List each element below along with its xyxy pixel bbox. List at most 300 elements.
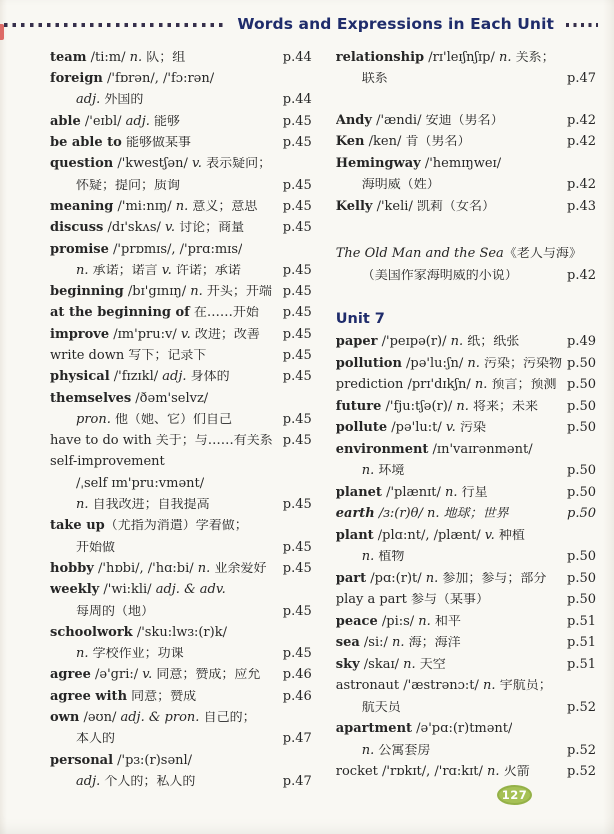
entry-segment: v. [180, 327, 191, 342]
page-ref: p.52 [567, 742, 596, 758]
entry-segment: 自己的； [199, 711, 256, 725]
entry-segment: /'pɜ:(r)sənl/ [113, 753, 193, 768]
entry-text [336, 400, 538, 414]
page-ref: p.51 [567, 635, 596, 651]
page-ref: p.47 [282, 773, 312, 789]
entry-segment: （美国作家海明威的小说） [361, 268, 518, 283]
entry-segment: write down 写下；记录下 [50, 348, 207, 363]
page-ref: p.42 [567, 177, 596, 193]
entry-text [362, 744, 431, 758]
entry-segment: n. [197, 561, 211, 576]
entry-segment: 身体的 [186, 370, 230, 384]
entry-segment: 自我改进；自我提高 [88, 498, 210, 512]
entry-line [50, 217, 312, 238]
entry-segment: /'fɒrən/, /'fɔ:rən/ [102, 72, 215, 86]
entry-segment: /'fɪzɪkl/ [109, 370, 163, 384]
entry-text [50, 136, 191, 150]
page-ref: p.45 [282, 646, 312, 662]
page-header [4, 13, 598, 35]
entry-text [336, 157, 501, 171]
page-ref: p.45 [282, 177, 312, 193]
entry-line [50, 601, 312, 622]
headword: sea [335, 636, 360, 651]
entry-text [50, 392, 208, 406]
entry-segment: adj. [125, 114, 150, 129]
entry-segment: 种植 [494, 528, 525, 543]
headword: peace [335, 614, 378, 629]
entry-line [50, 132, 312, 153]
entry-line [336, 332, 596, 354]
entry-segment: 承诺；诺言 [88, 263, 162, 278]
entry-segment: n. [76, 263, 89, 278]
page-ref: p.50 [567, 570, 596, 586]
page-ref: p.50 [567, 506, 596, 522]
page-ref: p.50 [567, 420, 596, 436]
entry-text [50, 434, 273, 448]
entry-segment: v. [445, 421, 456, 436]
headword: take up [50, 519, 105, 533]
page-ref: p.45 [282, 262, 312, 278]
page-ref: p.45 [282, 433, 312, 449]
entry-segment: /'keli/ 凯莉（女名） [372, 199, 495, 214]
entry-text [50, 626, 227, 640]
entry-text [50, 690, 196, 704]
headword: plant [335, 528, 374, 543]
entry-text [50, 328, 260, 342]
entry-text [76, 93, 143, 107]
headword: relationship [335, 50, 425, 65]
entry-segment: 天空 [415, 657, 446, 672]
entry-line [336, 47, 596, 69]
entry-segment: /əʊn/ [79, 711, 121, 725]
entry-segment: /'peɪpə(r)/ [377, 335, 451, 350]
entry-text [336, 357, 562, 371]
entry-segment: adj. [162, 370, 187, 384]
entry-line [50, 430, 312, 451]
entry-segment: /'fju:tʃə(r)/ [381, 399, 457, 414]
headword: paper [335, 335, 378, 350]
entry-text [76, 605, 154, 619]
entry-text [50, 200, 257, 214]
page-ref: p.45 [282, 539, 312, 555]
page-ref: p.45 [282, 369, 312, 385]
entry-line [336, 547, 596, 569]
entry-text [50, 157, 271, 171]
entry-line [336, 633, 596, 655]
page-number-badge: 127 [497, 785, 532, 805]
entry-line [336, 110, 596, 132]
headword: be able to [50, 136, 122, 150]
page-ref: p.45 [282, 135, 312, 151]
entry-segment: n. [361, 743, 375, 758]
entry-text [50, 115, 180, 129]
entry-text [336, 378, 557, 392]
entry-segment: v. [484, 528, 495, 543]
entry-segment: /dɪ'skʌs/ [103, 221, 166, 235]
entry-text [336, 572, 547, 586]
entry-line [50, 643, 312, 664]
headword: Hemingway [335, 156, 421, 171]
entry-segment: /'eɪbl/ [80, 114, 126, 129]
entry-segment: 每周的（地） [76, 604, 155, 619]
page-ref: p.42 [567, 134, 596, 150]
entry-line [336, 568, 596, 590]
entry-line [50, 537, 312, 558]
entry-text [336, 335, 520, 349]
page-ref: p.45 [282, 326, 312, 342]
entry-line [50, 558, 312, 579]
entry-segment: /'hɒbi/, /'hɑ:bi/ [93, 561, 198, 576]
entry-segment: 纸；纸张 [463, 335, 520, 350]
entry-segment: 改进；改善 [190, 327, 260, 342]
entry-line [336, 439, 596, 461]
entry-segment: 同意；赞成 [127, 689, 197, 704]
entry-line [336, 153, 596, 175]
entry-segment: adj. & pron. [120, 711, 200, 725]
entry-line [336, 676, 596, 698]
entry-segment: 将来；未来 [468, 399, 539, 414]
entry-line [336, 525, 596, 547]
headword: question [50, 157, 114, 171]
entry-segment: /'sku:lwɜ:(r)k/ [132, 625, 227, 640]
entry-line [50, 239, 312, 260]
entry-text [50, 455, 165, 469]
entry-line [50, 409, 312, 430]
page-ref: p.46 [282, 667, 312, 683]
entry-segment: n. [474, 378, 488, 393]
entry-text [50, 519, 248, 533]
entry-text [50, 306, 259, 320]
entry-segment: 污染；污染物 [479, 356, 562, 371]
entry-line [50, 90, 312, 111]
headword: Andy [335, 113, 372, 128]
entry-segment: adj. [76, 774, 101, 789]
page-ref: p.50 [567, 463, 596, 479]
entry-segment: v. [142, 668, 153, 683]
entry-line [50, 281, 312, 302]
entry-line [336, 175, 596, 197]
right-column [336, 47, 596, 792]
entry-line [336, 132, 596, 154]
entry-segment: adj. [76, 93, 101, 108]
entry-text [76, 541, 115, 555]
entry-text [50, 221, 244, 235]
headword: able [50, 114, 81, 129]
page-title: Words and Expressions in Each Unit [237, 15, 554, 33]
headword: part [335, 571, 367, 586]
entry-segment: /'kwestʃən/ [113, 157, 192, 171]
entry-line [50, 494, 312, 515]
column-gap [336, 90, 596, 110]
headword: personal [50, 753, 114, 768]
headword: Ken [335, 135, 365, 150]
entry-segment: 宇航员； [495, 679, 552, 694]
left-column [50, 47, 312, 792]
entry-line [50, 579, 312, 600]
entry-segment: n. [467, 356, 480, 371]
entry-text [336, 615, 461, 629]
entry-segment: prediction /prɪ'dɪkʃn/ [335, 378, 475, 393]
entry-segment: 海明威（姓） [361, 178, 440, 193]
page-ref: p.50 [567, 592, 596, 608]
entry-segment: /ðəm'selvz/ [131, 391, 209, 406]
headword: beginning [50, 285, 124, 299]
entry-text [362, 701, 401, 715]
entry-segment: n. [361, 464, 375, 479]
left-edge-red-mark [0, 24, 4, 40]
entry-line [50, 452, 312, 473]
headword: environment [335, 442, 429, 457]
entry-line [50, 47, 312, 68]
entry-segment: /pi:s/ [377, 614, 419, 629]
entry-segment: 《老人与海》 [503, 247, 582, 262]
entry-segment: /si:/ [359, 636, 392, 651]
entry-segment: 植物 [374, 550, 405, 565]
headword: own [50, 711, 80, 725]
entry-text [50, 370, 230, 384]
entry-segment: /ɪm'pru:v/ [109, 327, 181, 342]
entry-line [336, 697, 596, 719]
entry-segment: n. [361, 550, 375, 565]
dotted-leader-line [4, 23, 225, 27]
entry-text [50, 668, 260, 682]
entry-line [336, 353, 596, 375]
entry-text [76, 179, 180, 193]
unit-heading: Unit 7 [335, 311, 385, 328]
entry-text [336, 443, 533, 457]
entry-segment: 许诺；承诺 [171, 263, 241, 278]
entry-segment: pron. [76, 412, 111, 427]
page-ref: p.45 [282, 560, 312, 576]
entry-line [50, 665, 312, 686]
entry-line [50, 729, 312, 750]
entry-segment: n. [403, 657, 416, 672]
entry-segment: 预言；预测 [487, 378, 557, 393]
headword: Kelly [335, 199, 373, 214]
entry-segment: /ti:m/ [86, 50, 130, 65]
entry-segment: n. [76, 498, 89, 512]
page-ref: p.45 [282, 305, 312, 321]
headword: pollution [335, 356, 402, 371]
entry-line [336, 762, 596, 784]
entry-segment: 航天员 [361, 700, 401, 715]
entry-segment: n. [76, 647, 89, 661]
page-ref: p.45 [282, 220, 312, 236]
entry-text [76, 775, 195, 789]
page-ref: p.42 [567, 112, 596, 128]
entry-segment: astronaut /'æstrənɔ:t/ [335, 679, 484, 694]
entry-line [50, 516, 312, 537]
page-ref: p.43 [567, 198, 596, 214]
entry-text [76, 264, 241, 278]
entry-line [336, 396, 596, 418]
entry-line [50, 388, 312, 409]
vocabulary-columns [50, 47, 596, 792]
column-gap [336, 218, 596, 244]
entry-segment: 表示疑问； [201, 157, 272, 171]
page-ref: p.45 [282, 113, 312, 129]
page-ref: p.51 [567, 613, 596, 629]
entry-segment: self-improvement [50, 455, 165, 470]
entry-segment: 意义；意思 [188, 199, 258, 214]
page-ref: p.42 [567, 267, 596, 283]
entry-line [50, 750, 312, 771]
page-ref: p.44 [282, 49, 312, 65]
entry-segment: n. [175, 199, 189, 214]
entry-segment: n. [425, 571, 439, 586]
entry-segment: /'mi:nɪŋ/ [113, 199, 176, 214]
page-ref: p.50 [567, 377, 596, 393]
entry-line [336, 244, 596, 266]
entry-text [336, 507, 509, 521]
entry-segment: n. [129, 50, 143, 65]
entry-text [50, 349, 206, 363]
entry-text [76, 413, 232, 427]
entry-segment: /skaɪ/ [359, 657, 404, 672]
entry-segment: v. [192, 157, 202, 171]
headword: weekly [50, 583, 100, 597]
entry-line [336, 418, 596, 440]
entry-segment: n. [456, 399, 469, 414]
page-ref: p.47 [567, 71, 596, 87]
headword: sky [335, 657, 360, 672]
entry-line [336, 69, 596, 91]
headword: foreign [50, 72, 103, 86]
headword: future [335, 399, 382, 414]
entry-line [50, 68, 312, 89]
entry-text [362, 464, 405, 478]
entry-text [50, 754, 192, 768]
entry-line [50, 366, 312, 387]
entry-line [50, 473, 312, 494]
page-ref: p.50 [567, 549, 596, 565]
page-ref: p.51 [567, 656, 596, 672]
entry-line [50, 260, 312, 281]
entry-segment: adj. & adv. [155, 583, 226, 597]
entry-text [336, 679, 552, 693]
page-ref: p.50 [567, 398, 596, 414]
entry-text [336, 247, 582, 261]
entry-line [50, 771, 312, 792]
page-ref: p.47 [282, 731, 312, 747]
headword: improve [50, 327, 110, 342]
entry-segment: n. [190, 285, 203, 299]
entry-segment: v. [165, 221, 175, 235]
entry-text [76, 477, 204, 491]
page-ref: p.52 [567, 764, 596, 780]
entry-line [50, 707, 312, 728]
entry-segment: /'ændi/ 安迪（男名） [371, 113, 504, 128]
headword: hobby [50, 561, 94, 576]
entry-line [50, 324, 312, 345]
page-ref: p.46 [282, 688, 312, 704]
entry-segment: 关系； [511, 50, 555, 65]
entry-line [336, 740, 596, 762]
entry-line [50, 622, 312, 643]
entry-text [336, 200, 495, 214]
entry-text [336, 135, 471, 149]
headword: themselves [50, 391, 132, 406]
page-ref: p.52 [567, 699, 596, 715]
entry-line [50, 303, 312, 324]
entry-segment: 火箭 [499, 765, 530, 780]
entry-segment: /ˌself ɪm'pru:vmənt/ [76, 476, 205, 491]
entry-text [336, 421, 486, 435]
page-ref: p.50 [567, 484, 596, 500]
entry-text [50, 562, 266, 576]
entry-segment: 个人的；私人的 [100, 774, 196, 789]
entry-segment: /bɪ'gɪnɪŋ/ [123, 285, 191, 299]
page-ref: p.44 [282, 92, 312, 108]
entry-segment: 学校作业；功课 [88, 647, 184, 661]
entry-segment: /pə'lu:t/ [387, 421, 446, 436]
entry-text [336, 114, 504, 128]
entry-line [50, 686, 312, 707]
entry-segment: 本人的 [76, 732, 116, 746]
entry-segment: 外国的 [100, 93, 144, 108]
entry-text [362, 72, 388, 86]
headword: pollute [335, 421, 388, 436]
page-ref: p.45 [282, 497, 312, 513]
entry-line [336, 719, 596, 741]
entry-line [336, 590, 596, 612]
entry-text [50, 583, 226, 597]
entry-segment: 怀疑；提问；质询 [76, 178, 181, 193]
headword: promise [50, 242, 109, 257]
page-ref: p.49 [567, 334, 596, 350]
entry-segment: The Old Man and the Sea [335, 247, 504, 262]
entry-segment: 他（她、它）们自己 [110, 412, 233, 427]
entry-segment: 联系 [361, 72, 388, 87]
entry-text [362, 269, 518, 283]
trailing-dots [566, 23, 598, 27]
entry-segment: 开始做 [76, 540, 116, 555]
headword: meaning [50, 199, 114, 214]
entry-segment: have to do with 关于；与……有关系 [50, 434, 273, 448]
entry-segment: /ken/ 肯（男名） [364, 135, 471, 150]
entry-segment: /'wi:kli/ [99, 583, 156, 597]
entry-segment: 业余爱好 [210, 561, 267, 576]
headword: agree with [50, 689, 128, 704]
entry-segment: n. [487, 765, 500, 780]
entry-segment: 讨论；商量 [174, 221, 245, 235]
entry-segment: 开头；开端 [202, 285, 272, 299]
entry-segment: play a part 参与（某事） [335, 593, 489, 608]
entry-line [336, 611, 596, 633]
entry-text [76, 732, 115, 746]
entry-segment: 在……开始 [189, 306, 259, 321]
entry-text [76, 647, 184, 661]
headword: discuss [50, 221, 104, 235]
page-ref: p.45 [282, 347, 312, 363]
entry-segment: n. [450, 335, 464, 350]
entry-line [336, 375, 596, 397]
entry-line [336, 482, 596, 504]
entry-text [336, 636, 461, 650]
entry-line [50, 345, 312, 366]
entry-segment: n. [445, 485, 458, 500]
entry-text [336, 658, 446, 672]
entry-text [336, 51, 555, 65]
entry-segment: n. [483, 679, 496, 694]
page-ref: p.45 [282, 603, 312, 619]
entry-line [336, 654, 596, 676]
entry-segment: /'prɒmɪs/, /'prɑ:mɪs/ [108, 242, 243, 257]
headword: team [50, 50, 87, 65]
entry-segment: /ə'gri:/ [90, 668, 143, 683]
entry-segment: /ə'pɑ:(r)tmənt/ [412, 722, 513, 737]
entry-segment: /'plænɪt/ [381, 485, 445, 500]
